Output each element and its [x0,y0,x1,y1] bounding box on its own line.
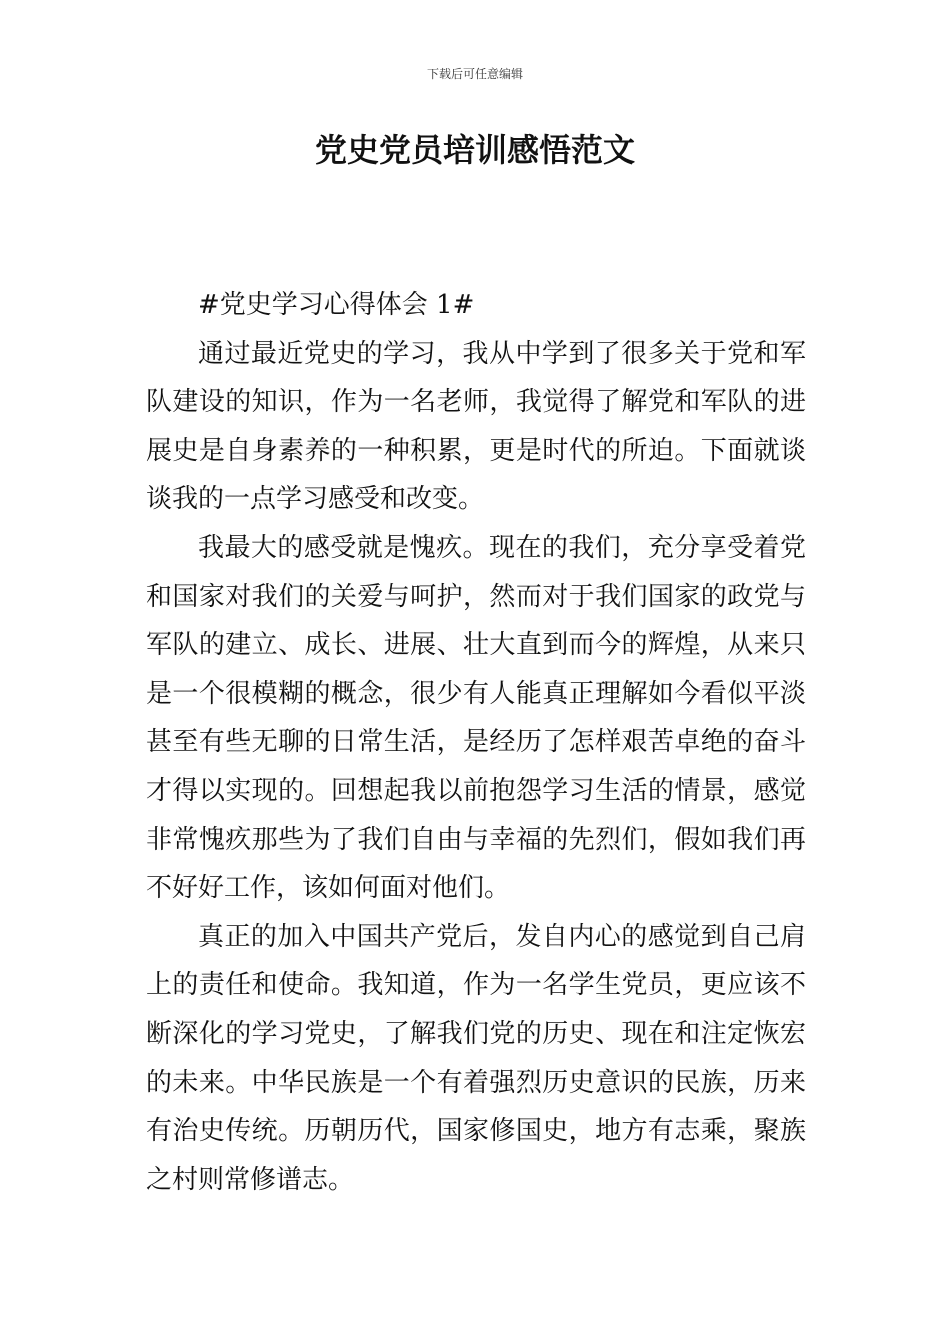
paragraph-2: 我最大的感受就是愧疚。现在的我们，充分享受着党和国家对我们的关爱与呵护，然而对于我们国家的政党与军队的建立、成长、进展、壮大直到而今的辉煌，从来只是一个很模糊的概念，很少有人能真正理解如今看似平淡甚至有些无聊的日常生活，是经历了怎样艰苦卓绝的奋斗才得以实现的。回想起我以前抱怨学习生活的情景，感觉非常愧疚那些为了我们自由与幸福的先烈们，假如我们再不好好工作，该如何面对他们。 [146,532,806,904]
document-title: 党史党员培训感悟范文 [314,131,635,169]
paragraph-3: 真正的加入中国共产党后，发自内心的感觉到自己肩上的责任和使命。我知道，作为一名学生党员，更应该不断深化的学习党史，了解我们党的历史、现在和注定恢宏的未来。中华民族是一个有着强烈历史意识的民族，历来有治史传统。历朝历代，国家修国史，地方有志乘，聚族之村则常修谱志。 [146,921,806,1195]
paragraph-1: 通过最近党史的学习，我从中学到了很多关于党和军队建设的知识，作为一名老师，我觉得了解党和军队的进展史是自身素养的一种积累，更是时代的所迫。下面就谈谈我的一点学习感受和改变。 [146,338,806,515]
document-body [146,281,806,1204]
section-heading: #党史学习心得体会 1# [198,290,475,320]
header-note: 下载后可任意编辑 [426,67,523,81]
